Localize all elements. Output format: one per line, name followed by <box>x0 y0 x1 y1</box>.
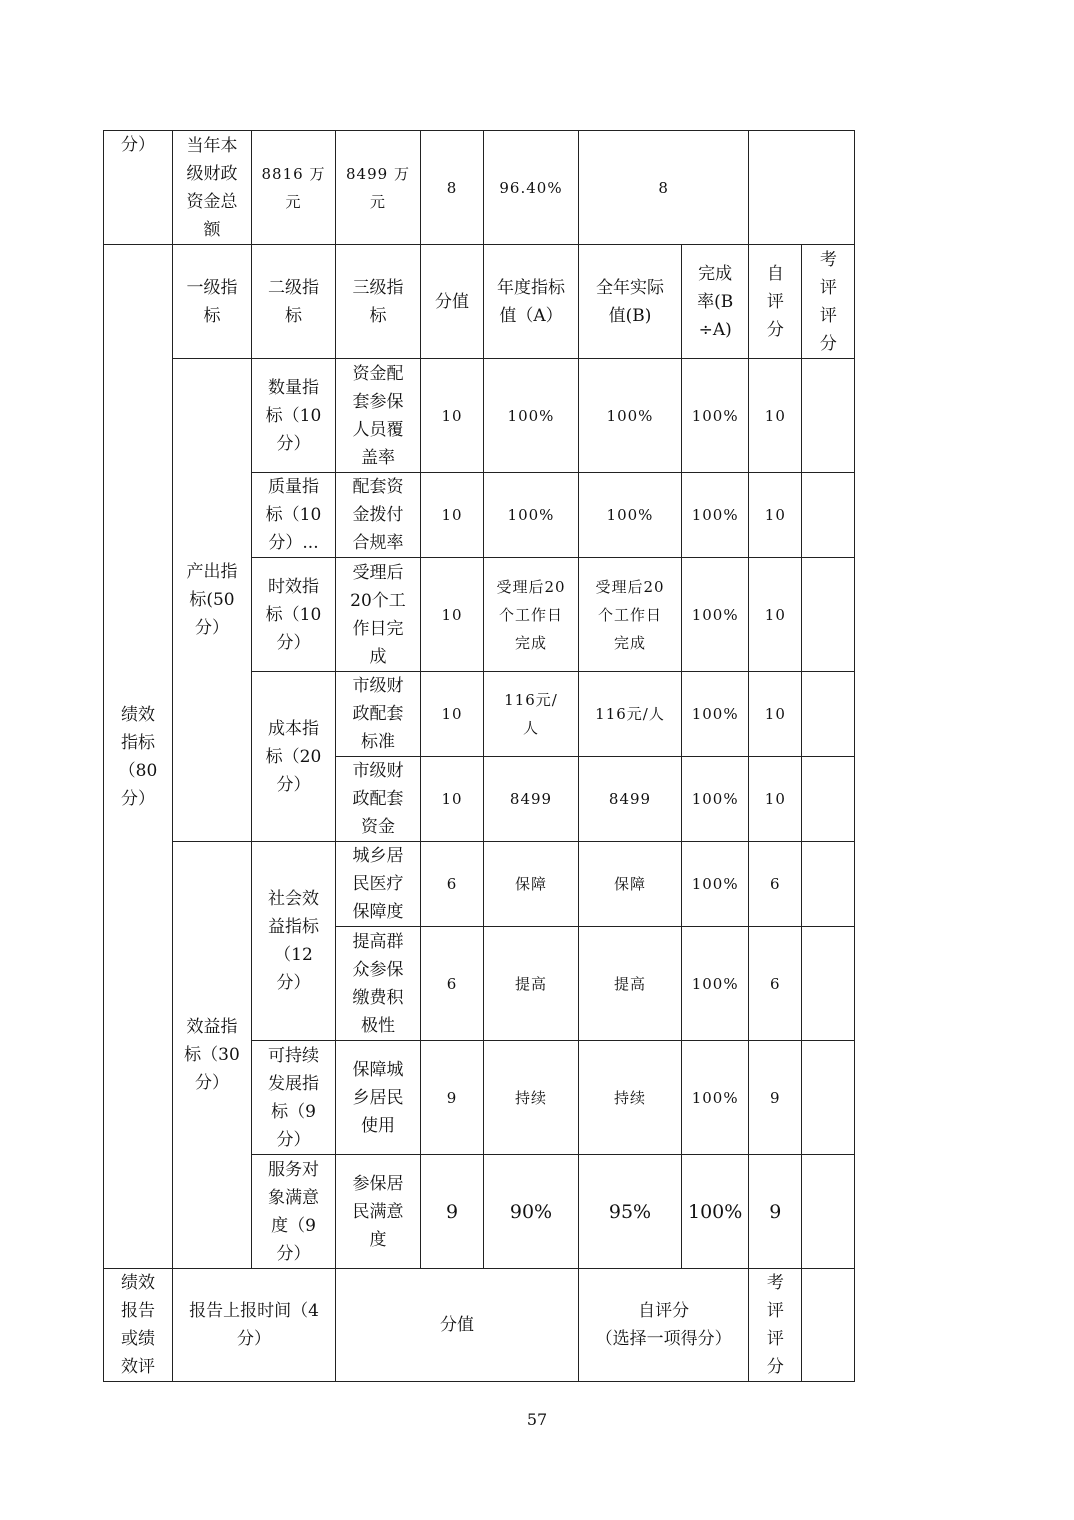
report-row <box>104 1269 855 1382</box>
table-row <box>104 359 855 473</box>
target-cell: 持续 <box>484 1041 579 1155</box>
eval-score-cell <box>802 558 855 672</box>
group-satisfaction: 服务对 象满意 度（9 分） <box>252 1155 336 1269</box>
eval-score-cell <box>802 1041 855 1155</box>
report-label: 绩效 报告 或绩 效评 <box>104 1269 173 1382</box>
report-time: 报告上报时间（4 分） <box>173 1269 336 1382</box>
rate-cell: 100% <box>682 927 749 1041</box>
level3-cell: 受理后 20个工 作日完 成 <box>336 558 421 672</box>
level3-cell: 城乡居 民医疗 保障度 <box>336 842 421 927</box>
page-number: 57 <box>526 1410 548 1429</box>
target-cell: 90% <box>484 1155 579 1269</box>
actual-cell: 95% <box>579 1155 682 1269</box>
funds-left-tail: 分） <box>104 131 173 245</box>
weight-cell: 9 <box>421 1155 484 1269</box>
header-actual: 全年实际 值(B) <box>579 245 682 359</box>
self-score-cell: 6 <box>749 927 802 1041</box>
eval-score-cell <box>802 927 855 1041</box>
table-row <box>104 842 855 927</box>
rate-cell: 100% <box>682 672 749 757</box>
report-eval-score: 考 评 评 分 <box>749 1269 802 1382</box>
eval-score-cell <box>802 757 855 842</box>
report-self-score: 自评分 （选择一项得分） <box>579 1269 749 1382</box>
actual-cell: 持续 <box>579 1041 682 1155</box>
eval-score-cell <box>802 1155 855 1269</box>
header-rate: 完成 率(B ÷A) <box>682 245 749 359</box>
header-level3: 三级指 标 <box>336 245 421 359</box>
level3-cell: 市级财 政配套 标准 <box>336 672 421 757</box>
report-empty <box>802 1269 855 1382</box>
actual-cell: 保障 <box>579 842 682 927</box>
group-quantity: 数量指 标（10 分） <box>252 359 336 473</box>
target-cell: 100% <box>484 473 579 558</box>
level3-cell: 资金配 套参保 人员覆 盖率 <box>336 359 421 473</box>
self-score-cell: 10 <box>749 757 802 842</box>
group-timeliness: 时效指 标（10 分） <box>252 558 336 672</box>
rate-cell: 100% <box>682 359 749 473</box>
self-score-cell: 10 <box>749 359 802 473</box>
funds-empty <box>749 131 855 245</box>
weight-cell: 6 <box>421 927 484 1041</box>
weight-cell: 10 <box>421 473 484 558</box>
eval-score-cell <box>802 842 855 927</box>
level3-cell: 参保居 民满意 度 <box>336 1155 421 1269</box>
eval-score-cell <box>802 359 855 473</box>
group-output: 产出指 标(50 分） <box>173 359 252 842</box>
funds-annual-budget: 8816 万 元 <box>252 131 336 245</box>
rate-cell: 100% <box>682 842 749 927</box>
weight-cell: 10 <box>421 359 484 473</box>
section-label: 绩效 指标 （80 分） <box>104 245 173 1269</box>
self-score-cell: 6 <box>749 842 802 927</box>
weight-cell: 10 <box>421 558 484 672</box>
rate-cell: 100% <box>682 1155 749 1269</box>
target-cell: 100% <box>484 359 579 473</box>
actual-cell: 116元/人 <box>579 672 682 757</box>
actual-cell: 100% <box>579 359 682 473</box>
header-eval-score: 考 评 评 分 <box>802 245 855 359</box>
group-benefit: 效益指 标（30 分） <box>173 842 252 1269</box>
self-score-cell: 10 <box>749 473 802 558</box>
target-cell: 8499 <box>484 757 579 842</box>
actual-cell: 8499 <box>579 757 682 842</box>
header-self-score: 自 评 分 <box>749 245 802 359</box>
rate-cell: 100% <box>682 757 749 842</box>
target-cell: 受理后20 个工作日 完成 <box>484 558 579 672</box>
header-weight: 分值 <box>421 245 484 359</box>
eval-score-cell <box>802 672 855 757</box>
funds-weight: 8 <box>421 131 484 245</box>
rate-cell: 100% <box>682 473 749 558</box>
group-sustain: 可持续 发展指 标（9 分） <box>252 1041 336 1155</box>
header-target: 年度指标 值（A） <box>484 245 579 359</box>
actual-cell: 受理后20 个工作日 完成 <box>579 558 682 672</box>
level3-cell: 提高群 众参保 缴费积 极性 <box>336 927 421 1041</box>
header-row <box>104 245 855 359</box>
header-level1: 一级指 标 <box>173 245 252 359</box>
weight-cell: 10 <box>421 757 484 842</box>
funds-label: 当年本 级财政 资金总 额 <box>173 131 252 245</box>
rate-cell: 100% <box>682 1041 749 1155</box>
actual-cell: 100% <box>579 473 682 558</box>
level3-cell: 配套资 金拨付 合规率 <box>336 473 421 558</box>
target-cell: 提高 <box>484 927 579 1041</box>
self-score-cell: 10 <box>749 558 802 672</box>
self-score-cell: 9 <box>749 1155 802 1269</box>
group-social: 社会效 益指标 （12 分） <box>252 842 336 1041</box>
performance-table <box>103 130 855 1382</box>
funds-rate: 96.40% <box>484 131 579 245</box>
level3-cell: 保障城 乡居民 使用 <box>336 1041 421 1155</box>
weight-cell: 6 <box>421 842 484 927</box>
weight-cell: 10 <box>421 672 484 757</box>
target-cell: 116元/ 人 <box>484 672 579 757</box>
group-quality: 质量指 标（10 分）... <box>252 473 336 558</box>
weight-cell: 9 <box>421 1041 484 1155</box>
actual-cell: 提高 <box>579 927 682 1041</box>
self-score-cell: 10 <box>749 672 802 757</box>
self-score-cell: 9 <box>749 1041 802 1155</box>
target-cell: 保障 <box>484 842 579 927</box>
rate-cell: 100% <box>682 558 749 672</box>
header-level2: 二级指 标 <box>252 245 336 359</box>
level3-cell: 市级财 政配套 资金 <box>336 757 421 842</box>
eval-score-cell <box>802 473 855 558</box>
funds-score: 8 <box>579 131 749 245</box>
funds-row <box>104 131 855 245</box>
report-weight: 分值 <box>336 1269 579 1382</box>
group-cost: 成本指 标（20 分） <box>252 672 336 842</box>
funds-actual: 8499 万 元 <box>336 131 421 245</box>
